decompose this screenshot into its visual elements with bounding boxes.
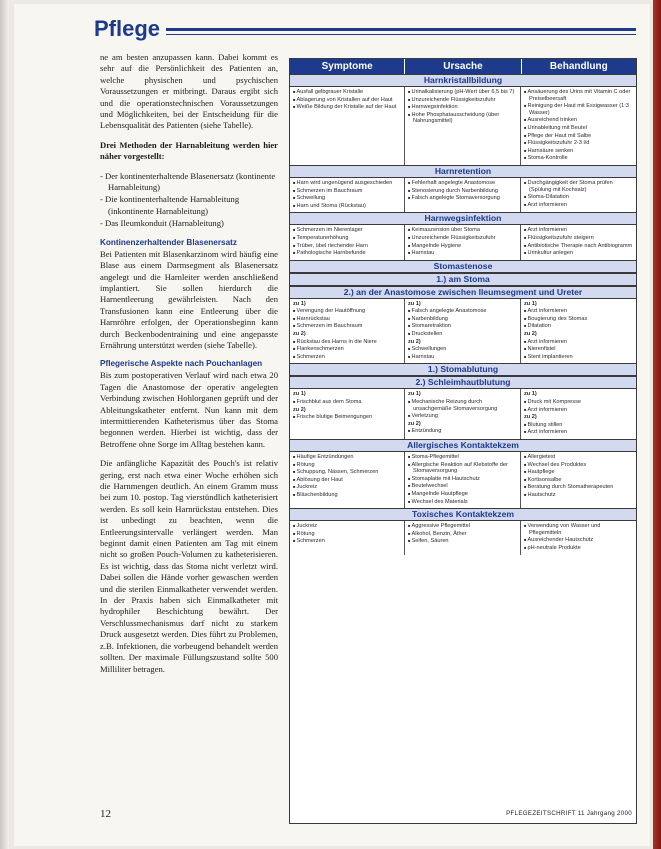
table-cell [290, 225, 405, 259]
cell-bullet: ■ Arzt informieren [524, 407, 633, 414]
cell-bullet: ■ Schwellungen [408, 346, 517, 353]
cell-bullet: ■ Stoma-Pflegemittel [408, 454, 517, 461]
cell-subheading: zu 1) [524, 300, 537, 307]
table-cell [290, 521, 405, 554]
cell-bullet: ■ Verletzung [408, 413, 517, 420]
page-edge-strip [653, 0, 661, 849]
cell-bullet: ■ Urinkultur anlegen [524, 250, 633, 257]
cell-bullet: ■ Verengung der Hautöffnung [293, 308, 401, 315]
cell-bullet: ■ Unzureichende Flüssigkeitszufuhr [408, 97, 517, 104]
section-title: 1.) Stomablutung [290, 363, 636, 376]
cell-bullet: ■ Stomaretraktion [408, 323, 517, 330]
table-cell [290, 178, 405, 212]
cell-bullet: ■ Aggressive Pflegemittel [408, 523, 517, 530]
cell-subheading: zu 1) [293, 300, 306, 307]
methods-list [100, 171, 278, 230]
cell-bullet: ■ Urinableitung mit Beutel [524, 125, 633, 132]
cell-bullet: ■ Pflege der Haut mit Salbe [524, 133, 633, 140]
cell-bullet: ■ Druckstellen [408, 331, 517, 338]
cell-bullet: ■ Rötung [293, 531, 401, 538]
body-text-column [100, 52, 278, 812]
cell-bullet: ■ Schwellung [293, 195, 401, 202]
complications-table [289, 58, 637, 824]
cell-bullet: ■ Allergische Reaktion auf Klebstoffe der Stomaversorgung [408, 462, 517, 475]
table-row [290, 87, 636, 165]
cell-bullet: ■ Harnwegsinfektion [408, 104, 517, 111]
page-title: Pflege [94, 16, 161, 41]
cell-bullet: ■ Harnrückstau [293, 316, 401, 323]
cell-bullet: ■ Ablagerung von Kristallen auf der Haut [293, 97, 401, 104]
page-number: 12 [100, 808, 111, 820]
cell-bullet: ■ Reinigung der Haut mit Essigwasser (1:3 Wasser) [524, 103, 633, 116]
cell-bullet: ■ Wechsel des Produktes [524, 462, 633, 469]
cell-subheading: zu 1) [408, 391, 421, 398]
cell-bullet: ■ Stoma-Dilatation [524, 194, 633, 201]
list-item: - Der kontinenterhaltende Blasenersatz (kontinente Harnableitung) [100, 170, 276, 193]
section-title: Stomastenose [290, 260, 636, 273]
list-item: - Die kontinenterhaltende Harnableitung (inkontinente Harnableitung) [100, 194, 240, 216]
table-cell [405, 87, 521, 165]
section-heading: Pflegerische Aspekte nach Pouchanlagen [100, 359, 263, 369]
cell-bullet: ■ Temperaturerhöhung [293, 235, 401, 242]
section-title: Harnkristallbildung [290, 74, 636, 87]
cell-bullet: ■ Rückstau des Harns in die Niere [293, 339, 401, 346]
cell-bullet: ■ Flankenschmerzen [293, 346, 401, 353]
cell-bullet: ■ Bougierung des Stomas [524, 316, 633, 323]
cell-bullet: ■ Falsch angelegte Anastomose [408, 308, 517, 315]
section-heading: Kontinenzerhaltender Blasenersatz [100, 237, 237, 247]
list-item: - Das Ileumkonduit (Harnableitung) [100, 218, 224, 229]
header-rule [166, 28, 636, 31]
table-cell [290, 389, 405, 439]
cell-bullet: ■ Seifen, Säuren [408, 538, 517, 545]
book-spine [0, 0, 9, 849]
table-cell [521, 225, 636, 259]
cell-bullet: ■ Harnstau [408, 250, 517, 257]
paragraph: Bis zum postoperativen Verlauf wird nach etwa 20 Tagen die Anastomose der operativ angelegten Verbindung zwischen Hohlorganen geprüft und der Ableitungskatheter entfernt. Nun kann mit dem intermittierenden Katheterismus über das Stoma begonnen werden. Hierbei ist wichtig, dass der Betroffene ohne Sorge im Alltag bestehen kann. [100, 370, 278, 449]
cell-bullet: ■ Juckreiz [293, 484, 401, 491]
journal-reference: PFLEGEZEITSCHRIFT 11 Jahrgang 2000 [506, 810, 632, 817]
page-footer [100, 808, 640, 822]
cell-bullet: ■ Urinalkalisierung (pH-Wert über 6,5 bis 7) [408, 89, 517, 96]
table-cell [521, 521, 636, 554]
table-header [290, 59, 636, 74]
section-subtitle: 1.) am Stoma [290, 273, 636, 286]
cell-bullet: ■ Verwendung von Wasser und Pflegemitteln [524, 523, 633, 536]
cell-bullet: ■ Schuppung, Nässen, Schmerzen [293, 469, 401, 476]
cell-bullet: ■ Ausreichender Hautschutz [524, 537, 633, 544]
cell-bullet: ■ Hautschutz [524, 492, 633, 499]
table-row [290, 178, 636, 212]
cell-bullet: ■ Harnstau [408, 354, 517, 361]
table-cell [405, 225, 521, 259]
cell-bullet: ■ Kortisonsalbe [524, 477, 633, 484]
table-cell [521, 178, 636, 212]
cell-bullet: ■ Falsch angelegte Stomaversorgung [408, 195, 517, 202]
table-row [290, 452, 636, 508]
cell-bullet: ■ Frische blutige Beimengungen [293, 414, 401, 421]
cell-bullet: ■ Harnsäure senken [524, 148, 633, 155]
cell-bullet: ■ Unzureichende Flüssigkeitszufuhr [408, 235, 517, 242]
cell-bullet: ■ Stoma-Kontrolle [524, 155, 633, 162]
table-cell [405, 389, 521, 439]
cell-subheading: zu 1) [293, 391, 306, 398]
cell-bullet: ■ Alkohol, Benzin, Äther [408, 531, 517, 538]
table-cell [405, 299, 521, 364]
cell-bullet: ■ Keimaszension über Stoma [408, 227, 517, 234]
cell-bullet: ■ Beratung durch Stomatherapeuten [524, 484, 633, 491]
cell-bullet: ■ Ablösung der Haut [293, 477, 401, 484]
table-body [290, 74, 636, 555]
table-cell [405, 452, 521, 508]
cell-subheading: zu 2) [408, 420, 421, 427]
paragraph: Die anfängliche Kapazität des Pouch's ist relativ gering, erst nach etwa einer Woche erhöhen sich die Harnmengen deutlich. An einem Gramm muss bei zum 10. postop. Tag vierstündlich katheterisiert werden. Es soll kein Harnrückstau entstehen. Dies ist unbedingt zu beachten, wenn die Entleerungsintervalle verlängert werden. Man beginnt damit einen Patienten am Tag mit einem nicht so großen Pouch-Volumen zu katheterisieren. Es ist wichtig, dass das Stoma nicht verletzt wird. Dabei sollen die Hände vorher gewaschen werden und die sterilen Einmalkatheter verwendet werden. In der Praxis haben sich Einmalkatheter mit hydrophiler Beschichtung bewährt. Der Verschlussmechanismus darf nicht zu starkem Druck ausgesetzt werden. Dies führt zu Problemen, z.B. Infektionen, die vorbeugend behandelt werden sollten. Der maximale Füllungszustand sollte 500 Milliliter betragen. [100, 458, 278, 674]
cell-bullet: ■ Nierenfistel [524, 346, 633, 353]
cell-bullet: ■ Antibiotische Therapie nach Antibiogramm [524, 243, 633, 250]
paragraph: Drei Methoden der Harnableitung werden hier näher vorgestellt: [100, 139, 278, 162]
table-cell [290, 452, 405, 508]
cell-bullet: ■ Schmerzen [293, 538, 401, 545]
cell-bullet: ■ Hautpflege [524, 469, 633, 476]
table-cell [521, 299, 636, 364]
cell-subheading: zu 2) [293, 331, 306, 338]
cell-bullet: ■ Schmerzen im Nierenlager [293, 227, 401, 234]
cell-bullet: ■ Häufige Entzündungen [293, 454, 401, 461]
table-cell [521, 389, 636, 439]
cell-bullet: ■ Harn wird ungenügend ausgeschieden [293, 180, 401, 187]
table-cell [405, 178, 521, 212]
section-title: Allergisches Kontaktekzem [290, 439, 636, 452]
cell-bullet: ■ Druck mit Kompresse [524, 399, 633, 406]
table-cell [290, 299, 405, 364]
cell-subheading: zu 2) [524, 331, 537, 338]
table-row [290, 225, 636, 259]
cell-bullet: ■ Trüber, übel riechender Harn [293, 243, 401, 250]
cell-bullet: ■ Stenosierung durch Narbenbildung [408, 188, 517, 195]
table-row [290, 389, 636, 439]
table-cell [405, 521, 521, 554]
cell-subheading: zu 1) [408, 300, 421, 307]
cell-bullet: ■ Blutung stillen [524, 422, 633, 429]
page-header [94, 16, 639, 46]
cell-bullet: ■ Durchgängigkeit der Stoma prüfen (Spülung mit Kochsalz) [524, 180, 633, 193]
cell-bullet: ■ Ausreichend trinken [524, 117, 633, 124]
cell-bullet: ■ Flüssigkeitszufuhr steigern [524, 235, 633, 242]
cell-bullet: ■ Mangelnde Hautpflege [408, 491, 517, 498]
cell-bullet: ■ Flüssigkeitszufuhr 2-3 l/d [524, 140, 633, 147]
cell-bullet: ■ Hohe Phosphatausscheidung (über Nahrungsmittel) [408, 112, 517, 125]
cell-bullet: ■ Arzt informieren [524, 308, 633, 315]
cell-subheading: zu 2) [524, 414, 537, 421]
header-rule-thin [166, 34, 636, 35]
section-title: Harnretention [290, 165, 636, 178]
cell-subheading: zu 2) [408, 338, 421, 345]
cell-subheading: zu 2) [293, 406, 306, 413]
cell-bullet: ■ Ansäuerung des Urins mit Vitamin C oder Preiselbeersaft [524, 89, 633, 102]
cell-bullet: ■ Harn und Stoma (Rückstau) [293, 203, 401, 210]
cell-bullet: ■ Fehlerhaft angelegte Anastomose [408, 180, 517, 187]
cell-bullet: ■ pH-neutrale Produkte [524, 545, 633, 552]
cell-bullet: ■ Schmerzen [293, 354, 401, 361]
cell-bullet: ■ Ausfall gelbgrauer Kristalle [293, 89, 401, 96]
table-cell [521, 452, 636, 508]
cell-bullet: ■ Arzt informieren [524, 227, 633, 234]
section-subtitle: 2.) an der Anastomose zwischen Ileumsegment und Ureter [290, 286, 636, 299]
cell-bullet: ■ Narbenbildung [408, 316, 517, 323]
cell-bullet: ■ Schmerzen im Bauchraum [293, 188, 401, 195]
table-row [290, 521, 636, 554]
cell-bullet: ■ Stomaplatte mit Hautschutz [408, 476, 517, 483]
cell-bullet: ■ Beutelwechsel [408, 483, 517, 490]
cell-bullet: ■ Weiße Bildung der Kristalle auf der Haut [293, 104, 401, 111]
cell-bullet: ■ Entzündung [408, 428, 517, 435]
column-header-ursache: Ursache [405, 59, 521, 74]
column-header-symptome: Symptome [290, 59, 405, 74]
cell-bullet: ■ Arzt informieren [524, 202, 633, 209]
cell-bullet: ■ Frischblut aus dem Stoma [293, 399, 401, 406]
section-subtitle: 2.) Schleimhautblutung [290, 376, 636, 389]
cell-bullet: ■ Rötung [293, 462, 401, 469]
cell-bullet: ■ Dilatation [524, 323, 633, 330]
table-cell [521, 87, 636, 165]
paragraph: ne am besten anzupassen kann. Dabei kommt es sehr auf die Persönlichkeit des Patienten an, welche physischen und psychischen Voraussetzungen er mitbringt. Daraus ergibt sich und die operationstechnischen Voraussetzungen und Möglichkeiten, bei der Entscheidung für die Lebensqualität des Patienten (siehe Tabelle). [100, 52, 278, 131]
cell-bullet: ■ Bläschenbildung [293, 492, 401, 499]
cell-bullet: ■ Stent implantieren [524, 354, 633, 361]
paragraph: Bei Patienten mit Blasenkarzinom wird häufig eine Blase aus einem Darmsegment als Blasenersatz angelegt und die Harnleiter werden anschließend implantiert. Sie sollen hierdurch die Harnentleerung gewährleisten. Nach den Transfusionen kann eine Entleerung über die Harnröhre erfolgen, der Operationsbeginn kann durch Beckenbodentraining und eine angepasste Ernährung unterstützt werden (siehe Tabelle). [100, 248, 278, 350]
cell-bullet: ■ Pathologische Harnbefunde [293, 250, 401, 257]
cell-bullet: ■ Mangelnde Hygiene [408, 243, 517, 250]
cell-bullet: ■ Schmerzen im Bauchraum [293, 323, 401, 330]
cell-bullet: ■ Mechanische Reizung durch unsachgemäße Stomaversorgung [408, 399, 517, 412]
cell-bullet: ■ Arzt informieren [524, 339, 633, 346]
table-row [290, 299, 636, 364]
cell-subheading: zu 1) [524, 391, 537, 398]
cell-bullet: ■ Wechsel des Materials [408, 499, 517, 506]
cell-bullet: ■ Juckreiz [293, 523, 401, 530]
section-title: Harnwegsinfektion [290, 212, 636, 225]
column-header-behandlung: Behandlung [549, 61, 608, 72]
cell-bullet: ■ Arzt informieren [524, 429, 633, 436]
table-cell [290, 87, 405, 165]
section-title: Toxisches Kontaktekzem [290, 508, 636, 521]
cell-bullet: ■ Allergietest [524, 454, 633, 461]
